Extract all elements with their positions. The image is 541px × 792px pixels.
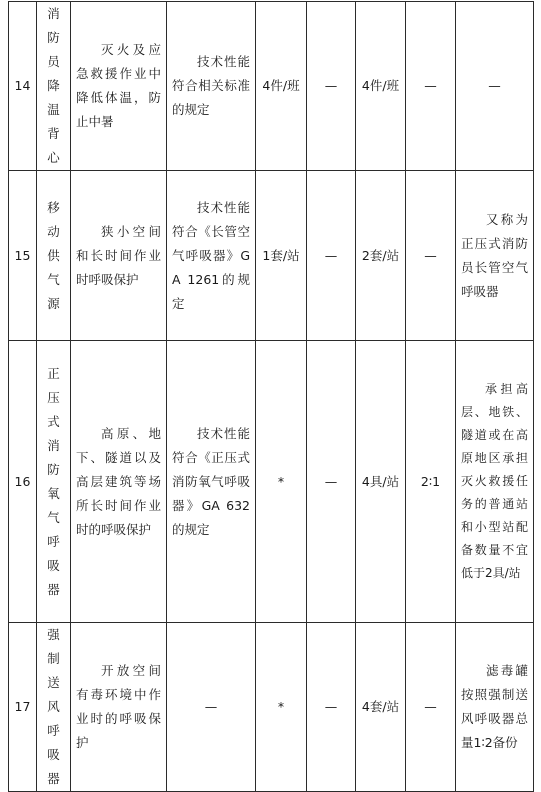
usage-cell: 开放空间有毒环境中作业时的呼吸保护 — [71, 623, 167, 792]
ratio-cell: 2∶1 — [406, 341, 456, 623]
ratio-cell: — — [406, 623, 456, 792]
quantity-cell: 1套/站 — [256, 171, 307, 341]
quantity-cell: * — [256, 341, 307, 623]
quantity-cell: 2套/站 — [356, 171, 406, 341]
equipment-name: 强制送风呼吸器 — [37, 623, 71, 792]
quantity-cell: — — [307, 171, 356, 341]
remark-cell: — — [456, 2, 534, 171]
equipment-name: 正压式消防氧气呼吸器 — [37, 341, 71, 623]
quantity-cell: 4套/站 — [356, 623, 406, 792]
ratio-cell: — — [406, 171, 456, 341]
remark-cell: 滤毒罐按照强制送风呼吸器总量1∶2备份 — [456, 623, 534, 792]
table-row — [9, 2, 534, 171]
quantity-cell: 4件/班 — [356, 2, 406, 171]
remark-cell: 又称为正压式消防员长管空气呼吸器 — [456, 171, 534, 341]
table-row — [9, 171, 534, 341]
usage-cell: 灭火及应急救援作业中降低体温，防止中暑 — [71, 2, 167, 171]
ratio-cell: — — [406, 2, 456, 171]
remark-cell: 承担高层、地铁、隧道或在高原地区承担灭火救援任务的普通站和小型站配备数量不宜低于2具/站 — [456, 341, 534, 623]
quantity-cell: — — [307, 341, 356, 623]
row-number: 16 — [9, 341, 37, 623]
table-row — [9, 341, 534, 623]
equipment-table — [8, 1, 534, 792]
quantity-cell: — — [307, 2, 356, 171]
equipment-name: 消防员降温背心 — [37, 2, 71, 171]
row-number: 17 — [9, 623, 37, 792]
equipment-name: 移动供气源 — [37, 171, 71, 341]
row-number: 15 — [9, 171, 37, 341]
usage-cell: 高原、地下、隧道以及高层建筑等场所长时间作业时的呼吸保护 — [71, 341, 167, 623]
quantity-cell: * — [256, 623, 307, 792]
technical-requirement: — — [167, 623, 256, 792]
technical-requirement: 技术性能符合《正压式消防氧气呼吸器》GA 632的规定 — [167, 341, 256, 623]
technical-requirement: 技术性能符合《长管空气呼吸器》GA 1261的规定 — [167, 171, 256, 341]
quantity-cell: 4件/班 — [256, 2, 307, 171]
quantity-cell: 4具/站 — [356, 341, 406, 623]
technical-requirement: 技术性能符合相关标准的规定 — [167, 2, 256, 171]
usage-cell: 狭小空间和长时间作业时呼吸保护 — [71, 171, 167, 341]
table-row — [9, 623, 534, 792]
quantity-cell: — — [307, 623, 356, 792]
row-number: 14 — [9, 2, 37, 171]
